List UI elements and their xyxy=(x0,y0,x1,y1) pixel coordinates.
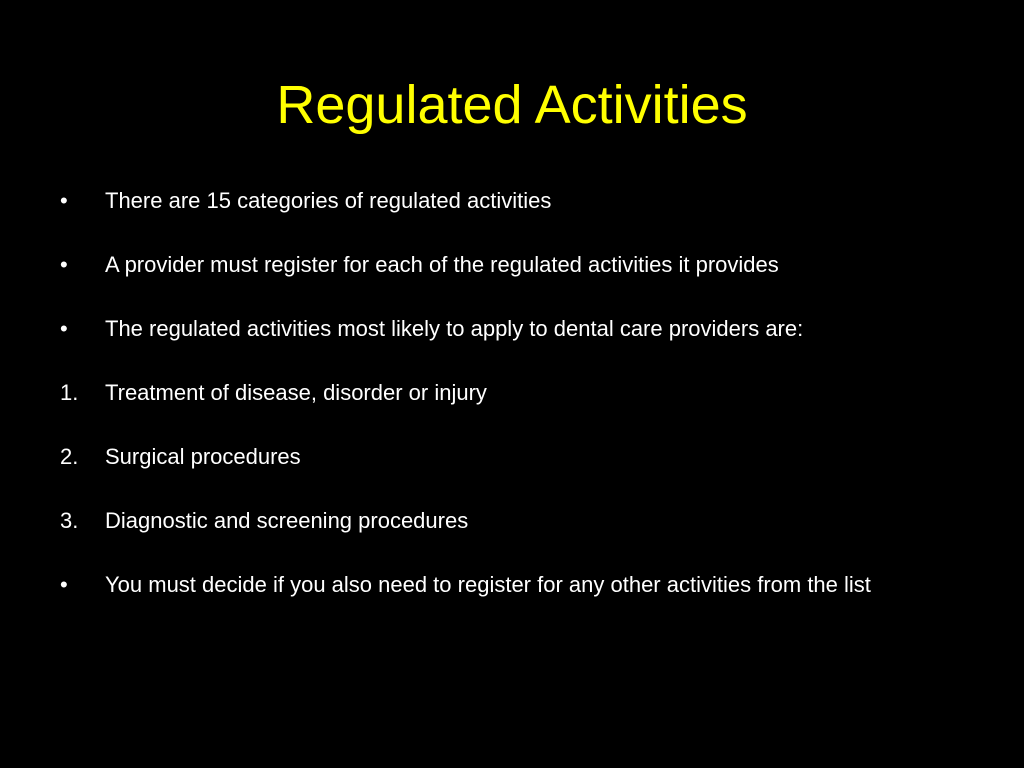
bullet-marker: • xyxy=(60,572,68,597)
list-item-text: A provider must register for each of the regulated activities it provides xyxy=(105,252,779,277)
bullet-marker: • xyxy=(60,188,68,213)
list-item-text: Surgical procedures xyxy=(105,444,301,469)
list-item-text: Treatment of disease, disorder or injury xyxy=(105,380,487,405)
bullet-marker: • xyxy=(60,316,68,341)
number-marker: 3. xyxy=(60,508,79,533)
number-marker: 1. xyxy=(60,380,79,405)
slide-title: Regulated Activities xyxy=(276,75,748,135)
list-item-text: There are 15 categories of regulated activities xyxy=(105,188,552,213)
list-item-text: The regulated activities most likely to apply to dental care providers are: xyxy=(105,316,804,341)
number-marker: 2. xyxy=(60,444,79,469)
list-item-text: Diagnostic and screening procedures xyxy=(105,508,469,533)
list-item-text: You must decide if you also need to register for any other activities from the list xyxy=(105,572,871,597)
bullet-marker: • xyxy=(60,252,68,277)
